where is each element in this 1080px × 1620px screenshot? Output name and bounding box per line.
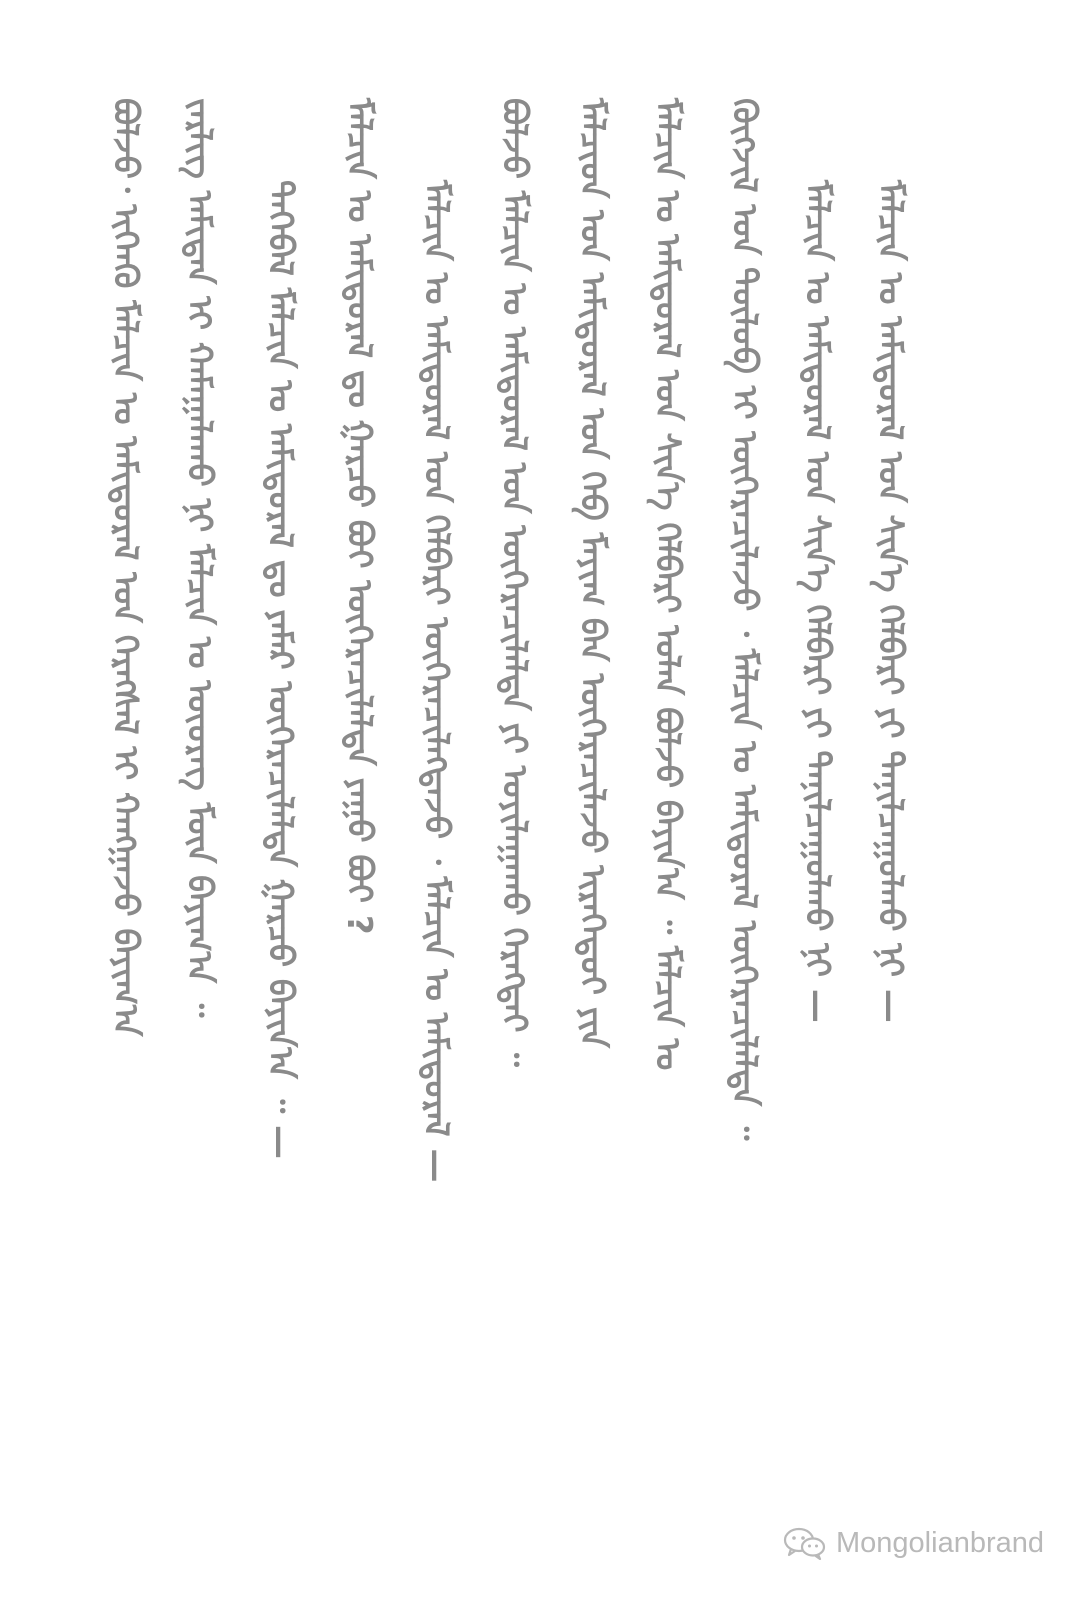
- text-column-8: ᠮᠠᠯᠴᠢᠨ ᠤ ᠠᠮᠢᠳᠤᠷᠠᠯ ᠤᠨ ᠰᠢᠨ᠎ᠡ ᠬᠡᠯᠪᠡᠷᠢ ᠣᠯᠠᠨ ᠪᠣᠯᠵᠤ ᠪᠠᠶᠢᠨ᠎ᠠ ᠃ ᠮᠠᠯᠴᠢᠨ ᠤ: [647, 98, 687, 1071]
- text-column-9: ᠬᠥᠭᠵᠢᠯ ᠤᠨ ᠲᠥᠯᠦᠪ ᠢ ᠥᠭᠡᠷᠡᠴᠢᠯᠡᠵᠦ ᠂ ᠮᠠᠯᠴᠢᠨ ᠤ ᠠᠮᠢᠳᠤᠷᠠᠯ ᠥᠭᠡᠷᠡᠴᠢᠯᠡᠯᠲᠡ ᠃: [724, 98, 764, 1141]
- text-column-6: ᠪᠣᠯᠵᠤ ᠮᠠᠯᠴᠢᠨ ᠤ ᠠᠮᠢᠳᠤᠷᠠᠯ ᠤᠨ ᠥᠭᠡᠷᠡᠴᠢᠯᠡᠯᠲᠡ ᠶᠢ ᠣᠶᠢᠯᠠᠭᠠᠬᠤ ᠬᠡᠷᠡᠭᠲᠡᠢ ᠃: [494, 98, 534, 1067]
- text-column-1: ᠪᠣᠯᠵᠤ᠂ ᠢᠬᠡᠨᠬᠦ ᠮᠠᠯᠴᠢᠨ ᠤ ᠠᠮᠢᠳᠤᠷᠠᠯ ᠤᠨ ᠬᠡᠷᠡᠭᠰᠡᠯ ᠢ ᠬᠠᠩᠭᠠᠵᠤ ᠪᠠᠶᠢᠭ᠎ᠠ: [105, 98, 145, 1037]
- text-column-11: ᠮᠠᠯᠴᠢᠨ ᠤ ᠠᠮᠢᠳᠤᠷᠠᠯ ᠤᠨ ᠰᠢᠨ᠎ᠡ ᠬᠡᠯᠪᠡᠷᠢ ᠶᠢ ᠲᠠᠨᠢᠯᠴᠠᠭᠤᠯᠬᠤ ᠨᠢ —: [870, 180, 910, 1023]
- text-column-2: ᠵᠡᠷᠯᠢᠭ ᠠᠮᠢᠲᠠᠨ ᠢ ᠬᠠᠮᠠᠭᠠᠯᠠᠬᠤ ᠨᠢ ᠮᠠᠯᠴᠢᠨ ᠤ ᠦᠦᠷᠡᠭ ᠮᠥᠨ ᠪᠠᠶᠢᠭ᠎ᠠ ᠃: [179, 98, 219, 1018]
- watermark: [782, 1526, 1044, 1560]
- text-column-3: ᠲᠡᠭᠡᠪᠡᠯ ᠮᠠᠯᠴᠢᠨ ᠤ ᠠᠮᠢᠳᠤᠷᠠᠯ ᠳᠤ ᠶᠠᠮᠠᠷ ᠥᠭᠡᠷᠡᠴᠢᠯᠡᠯᠲᠡ ᠭᠠᠷᠴᠤ ᠪᠠᠶᠢᠨ᠎ᠠ ᠃ —: [260, 180, 300, 1159]
- watermark-text: Mongolianbrand: [836, 1526, 1044, 1559]
- text-column-7: ᠮᠠᠯᠴᠢᠳ ᠤᠨ ᠠᠮᠢᠳᠤᠷᠠᠯ ᠤᠨ ᠬᠡᠪ ᠮᠠᠶᠢᠭ ᠪᠠᠨ ᠥᠭᠡᠷᠡᠴᠢᠯᠡᠵᠦ ᠢᠷᠡᠭᠡᠳᠦᠢ ᠶᠢᠨ: [572, 98, 612, 1048]
- text-column-10: ᠮᠠᠯᠴᠢᠨ ᠤ ᠠᠮᠢᠳᠤᠷᠠᠯ ᠤᠨ ᠰᠢᠨ᠎ᠡ ᠬᠡᠯᠪᠡᠷᠢ ᠶᠢ ᠲᠠᠨᠢᠯᠴᠠᠭᠤᠯᠬᠤ ᠨᠢ —: [797, 180, 837, 1023]
- text-column-4: ᠮᠠᠯᠴᠢᠨ ᠤ ᠠᠮᠢᠳᠤᠷᠠᠯ ᠳᠤ ᠭᠠᠷᠴᠤ ᠪᠤᠢ ᠥᠭᠡᠷᠡᠴᠢᠯᠡᠯᠲᠡ ᠶᠠᠭᠤ ᠪᠤᠢ ?: [339, 98, 379, 935]
- wechat-icon: [782, 1526, 828, 1560]
- text-column-5: ᠮᠠᠯᠴᠢᠨ ᠤ ᠠᠮᠢᠳᠤᠷᠠᠯ ᠤᠨ ᠬᠡᠯᠪᠡᠷᠢ ᠥᠭᠡᠷᠡᠴᠢᠯᠡᠭᠳᠡᠵᠦ ᠂ ᠮᠠᠯᠴᠢᠨ ᠤ ᠠᠮᠢᠳᠤᠷᠠᠯ —: [416, 180, 456, 1183]
